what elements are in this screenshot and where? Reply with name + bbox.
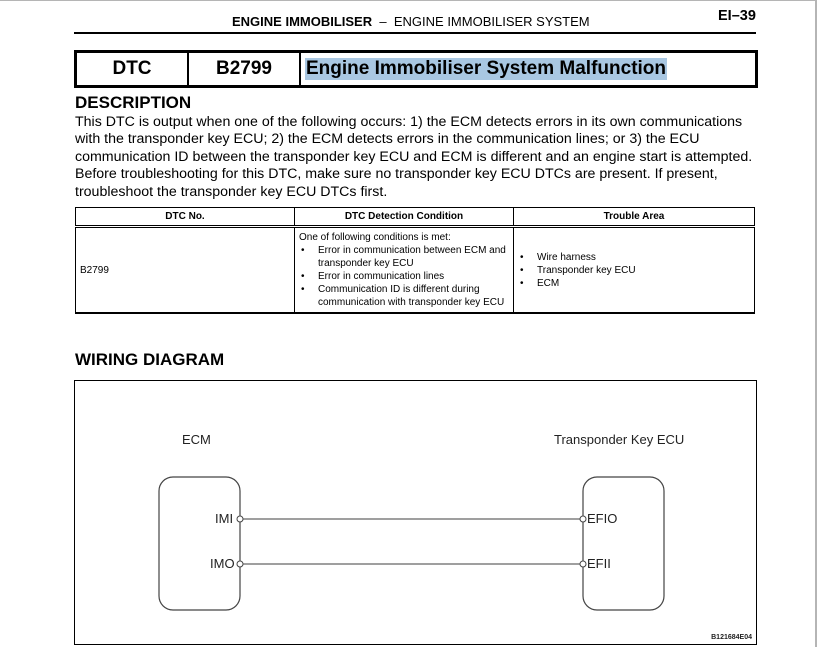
wiring-heading: WIRING DIAGRAM	[75, 350, 225, 369]
table-row	[76, 227, 755, 314]
header-subsection: ENGINE IMMOBILISER SYSTEM	[393, 14, 590, 29]
trouble-area-item: • Wire harness	[518, 251, 750, 264]
dtc-label: DTC	[77, 53, 189, 85]
ecm-block	[159, 477, 240, 610]
condition-intro: One of following conditions is met:	[299, 232, 451, 243]
condition-item: • Error in communication lines	[299, 270, 509, 283]
figure-id: B121684E04	[711, 634, 752, 641]
terminal-label-imi: IMI	[215, 511, 234, 526]
trouble-area-item: • Transponder key ECU	[518, 264, 750, 277]
col-header-dtc-no: DTC No.	[76, 208, 295, 227]
dtc-code: B2799	[189, 53, 301, 85]
terminal-efio	[580, 516, 586, 522]
terminal-imo	[237, 561, 243, 567]
transponder-ecu-label: Transponder Key ECU	[554, 432, 685, 447]
terminal-label-efii: EFII	[587, 556, 611, 571]
description-text: This DTC is output when one of the following occurs: 1) the ECM detects errors in its own communications with the transponder key ECU; 2) the ECM detects errors in the communication lines; or 3) the ECU communication ID between the transponder key ECU and ECM is different and an engine start is attempted. Before troubleshooting for this DTC, make sure no transponder key ECU DTCs are present. If present, troubleshoot the transponder key ECU DTCs first.	[75, 114, 753, 200]
table-header-row	[76, 208, 755, 227]
cell-condition	[295, 227, 514, 314]
col-header-trouble-area: Trouble Area	[514, 208, 755, 227]
wiring-diagram	[74, 380, 757, 645]
dtc-banner	[74, 50, 758, 88]
ecm-label: ECM	[182, 432, 211, 447]
page-frame-top	[0, 0, 817, 1]
terminal-label-imo: IMO	[210, 556, 235, 571]
cell-trouble-area	[514, 227, 755, 314]
trouble-area-item: • ECM	[518, 277, 750, 290]
terminal-label-efio: EFIO	[587, 511, 618, 526]
dtc-title[interactable]: Engine Immobiliser System Malfunction	[306, 58, 667, 79]
col-header-condition: DTC Detection Condition	[295, 208, 514, 227]
header-separator: –	[379, 14, 387, 29]
header-rule	[74, 32, 756, 34]
transponder-ecu-block	[583, 477, 664, 610]
wiring-svg	[75, 381, 756, 644]
running-header	[232, 14, 590, 29]
condition-item: • Communication ID is different during communication with transponder key ECU	[299, 283, 509, 309]
dtc-title-cell	[301, 53, 755, 85]
cell-dtc-no: B2799	[76, 227, 295, 314]
condition-item: • Error in communication between ECM and transponder key ECU	[299, 244, 509, 270]
description-heading: DESCRIPTION	[75, 93, 192, 112]
header-section: ENGINE IMMOBILISER	[232, 14, 373, 29]
page-number: EI–39	[718, 8, 756, 24]
dtc-table	[75, 207, 755, 314]
terminal-imi	[237, 516, 243, 522]
terminal-efii	[580, 561, 586, 567]
